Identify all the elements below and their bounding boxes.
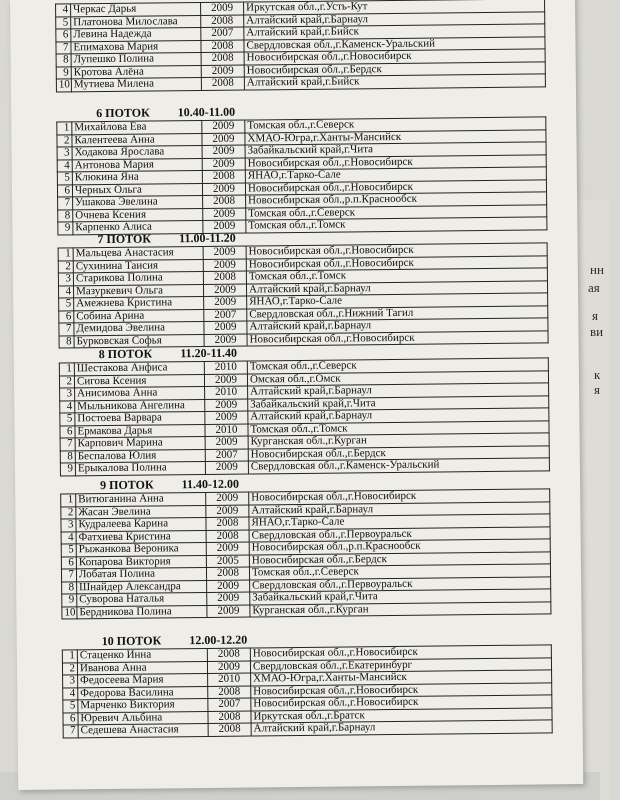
region-city: Новосибирская обл.,г.Новосибирск [246, 255, 547, 271]
region-city: Свердловская обл.,г.Первоуральск [249, 526, 550, 542]
row-number: 7 [59, 323, 74, 336]
birth-year: 2009 [204, 334, 247, 347]
region-city: Новосибирская обл.,г.Новосибирск [246, 243, 547, 259]
birth-year: 2008 [208, 711, 251, 724]
birth-year: 2009 [201, 2, 244, 15]
row-number: 4 [60, 400, 75, 413]
region-city: Томская обл.,г.Северск [249, 564, 550, 580]
participant-name: Иванова Анна [77, 661, 207, 675]
participant-name: Мыльникова Ангелина [75, 399, 205, 413]
birth-year: 2009 [204, 374, 247, 387]
row-number: 6 [59, 310, 74, 323]
region-city: Курганская обл.,г.Курган [248, 433, 549, 449]
row-number: 6 [56, 29, 71, 42]
row-number: 6 [63, 712, 78, 725]
birth-year: 2007 [204, 309, 247, 322]
row-number: 8 [58, 209, 73, 222]
birth-year: 2009 [202, 158, 245, 171]
birth-year: 2008 [201, 40, 244, 53]
row-number: 1 [59, 363, 74, 376]
row-number: 1 [57, 122, 72, 135]
participants-table [55, 0, 546, 92]
stream-label: 10 ПОТОК [101, 633, 162, 649]
region-city: Свердловская обл.,г.Екатеринбург [250, 657, 551, 673]
participant-name: Кротова Алёна [71, 65, 201, 79]
participant-name: Епимахова Мария [71, 40, 201, 54]
row-number: 8 [56, 54, 71, 67]
participant-name: Клюкина Яна [72, 170, 202, 184]
row-number: 3 [60, 388, 75, 401]
birth-year: 2009 [202, 145, 245, 158]
region-city: Новосибирская обл.,р.п.Краснообск [246, 192, 547, 208]
birth-year: 2009 [203, 208, 246, 221]
edge-fragment: нн [590, 262, 604, 277]
row-number: 2 [62, 662, 77, 675]
participant-name: Левина Надежда [71, 28, 201, 42]
row-number: 4 [56, 4, 71, 17]
row-number: 6 [57, 184, 72, 197]
edge-fragment: я [594, 382, 600, 397]
birth-year: 2009 [207, 592, 250, 605]
birth-year: 2008 [206, 530, 249, 543]
row-number: 7 [63, 725, 78, 738]
row-number: 2 [58, 260, 73, 273]
birth-year: 2008 [206, 567, 249, 580]
participant-name: Карпович Марина [75, 436, 205, 450]
region-city: Томская обл.,г.Томск [248, 420, 549, 436]
participant-name: Жасан Эвелина [76, 505, 206, 519]
participant-name: Копарова Виктория [76, 555, 206, 569]
row-number: 5 [59, 298, 74, 311]
region-city: Алтайский край,г.Барнаул [247, 318, 548, 334]
row-number: 2 [61, 506, 76, 519]
row-number: 3 [57, 147, 72, 160]
stream-time: 12.00-12.20 [189, 632, 248, 648]
participants-table [62, 644, 553, 738]
stream-label: 8 ПОТОК [98, 346, 153, 362]
stream-time: 11.40-12.00 [181, 476, 240, 492]
participant-name: Черных Ольга [72, 183, 202, 197]
birth-year: 2009 [206, 505, 249, 518]
edge-fragment: я [592, 308, 598, 323]
stream-5-continuation [55, 0, 546, 92]
region-city: Свердловская обл.,г.Нижний Тагил [247, 305, 548, 321]
participant-name: Ерыкалова Полина [75, 461, 205, 475]
participant-name: Седешева Анастасия [78, 723, 208, 737]
region-city: ЯНАО,г.Тарко-Сале [249, 514, 550, 530]
row-number: 1 [61, 494, 76, 507]
birth-year: 2009 [202, 120, 245, 133]
participant-name: Демидова Эвелина [74, 321, 204, 335]
participants-table [58, 242, 549, 348]
region-city: Алтайский край,г.Барнаул [248, 408, 549, 424]
participant-name: Бурковская Софья [74, 334, 204, 348]
region-city: Томская обл.,г.Северск [245, 117, 546, 133]
participant-name: Федорова Василина [78, 686, 208, 700]
region-city: Алтайский край,г.Барнаул [251, 720, 552, 736]
birth-year: 2009 [203, 220, 246, 233]
region-city: Забайкальский край,г.Чита [248, 395, 549, 411]
stream-label: 9 ПОТОК [100, 477, 154, 493]
participant-name: Рыжанкова Вероника [76, 542, 206, 556]
region-city: Алтайский край,г.Бийск [244, 74, 545, 90]
birth-year: 2008 [201, 15, 244, 28]
birth-year: 2007 [201, 27, 244, 40]
stream-label: 7 ПОТОК [97, 231, 152, 247]
birth-year: 2007 [208, 698, 251, 711]
row-number: 1 [58, 248, 73, 261]
birth-year: 2009 [207, 661, 250, 674]
stream-label: 6 ПОТОК [96, 105, 150, 121]
region-city: Томская обл.,г.Томск [246, 217, 547, 233]
row-number: 7 [60, 438, 75, 451]
participant-name: Лупешко Полина [71, 53, 201, 67]
participant-name: Федосеева Мария [78, 673, 208, 687]
participants-table [59, 357, 550, 476]
participant-name: Черкас Дарья [71, 3, 201, 17]
stream-time: 11.20-11.40 [180, 345, 238, 361]
row-number: 7 [56, 41, 71, 54]
region-city: Новосибирская обл.,г.Бердск [249, 551, 550, 567]
region-city: Новосибирская обл.,г.Новосибирск [251, 682, 552, 698]
row-number: 4 [61, 531, 76, 544]
region-city: Алтайский край,г.Барнаул [249, 501, 550, 517]
row-number: 9 [56, 66, 71, 79]
participant-name: Шестакова Анфиса [74, 361, 204, 375]
region-city: Иркутская обл.,г.Братск [251, 707, 552, 723]
region-city: Томская обл.,г.Северск [247, 358, 548, 374]
row-number: 7 [61, 569, 76, 582]
participant-name: Суворова Наталья [77, 592, 207, 606]
row-number: 2 [57, 134, 72, 147]
participant-name: Мутиева Милена [71, 78, 201, 92]
participant-name: Антонова Мария [72, 158, 202, 172]
region-city: Новосибирская обл.,г.Новосибирск [251, 695, 552, 711]
participant-name: Марченко Виктория [78, 698, 208, 712]
stream-time: 11.00-11.20 [178, 230, 236, 246]
participant-name: Стаценко Инна [77, 648, 207, 662]
birth-year: 2010 [205, 424, 248, 437]
stream-time: 10.40-11.00 [177, 104, 236, 120]
row-number: 8 [59, 335, 74, 348]
participant-name: Беспалова Юлия [75, 449, 205, 463]
region-city: Свердловская обл.,г.Первоуральск [250, 576, 551, 592]
participant-name: Фатхиева Кристина [76, 530, 206, 544]
row-number: 1 [62, 650, 77, 663]
participant-name: Витюганина Анна [76, 492, 206, 506]
row-number: 3 [63, 675, 78, 688]
stream-block [57, 227, 548, 348]
region-city: Новосибирская обл.,г.Новосибирск [245, 179, 546, 195]
participant-name: Лобатая Полина [76, 567, 206, 581]
row-number: 7 [58, 197, 73, 210]
birth-year: 2009 [204, 296, 247, 309]
edge-fragment: к [594, 367, 601, 382]
participant-name: Михайлова Ева [72, 120, 202, 134]
region-city: Алтайский край,г.Бийск [244, 24, 545, 40]
participant-name: Мазуркевич Ольга [73, 284, 203, 298]
participant-name: Ушакова Эвелина [73, 195, 203, 209]
participant-name: Постоева Варвара [75, 411, 205, 425]
edge-fragment: ая [588, 280, 600, 295]
birth-year: 2007 [205, 449, 248, 462]
row-number: 5 [61, 544, 76, 557]
birth-year: 2008 [203, 271, 246, 284]
region-city: Новосибирская обл.,г.Новосибирск [249, 489, 550, 505]
stream-block [62, 629, 553, 738]
row-number: 5 [60, 413, 75, 426]
participant-name: Ермакова Дарья [75, 424, 205, 438]
region-city: Иркутская обл.,г.Усть-Кут [244, 0, 545, 15]
participants-table [56, 116, 547, 235]
participant-name: Мальцева Анастасия [73, 246, 203, 260]
row-number: 5 [57, 172, 72, 185]
row-number: 5 [63, 700, 78, 713]
stream-block [60, 473, 551, 619]
region-city: ЯНАО,г.Тарко-Сале [247, 293, 548, 309]
birth-year: 2008 [206, 517, 249, 530]
birth-year: 2010 [208, 673, 251, 686]
row-number: 9 [62, 594, 77, 607]
row-number: 10 [56, 79, 71, 92]
row-number: 5 [56, 16, 71, 29]
region-city: Алтайский край,г.Барнаул [246, 280, 547, 296]
row-number: 6 [60, 425, 75, 438]
region-city: Новосибирская обл.,г.Новосибирск [247, 330, 548, 346]
region-city: Омская обл.,г.Омск [247, 370, 548, 386]
participant-name: Юревич Альбина [78, 711, 208, 725]
region-city: Томская обл.,г.Томск [246, 268, 547, 284]
row-number: 3 [58, 273, 73, 286]
participant-name: Амежнева Кристина [74, 296, 204, 310]
row-number: 9 [58, 222, 73, 235]
birth-year: 2009 [205, 436, 248, 449]
birth-year: 2008 [207, 648, 250, 661]
birth-year: 2008 [201, 77, 244, 90]
region-city: Новосибирская обл.,г.Бердск [244, 61, 545, 77]
region-city: Забайкальский край,г.Чита [250, 589, 551, 605]
participant-name: Калентеева Анна [72, 133, 202, 147]
birth-year: 2009 [205, 411, 248, 424]
birth-year: 2005 [206, 555, 249, 568]
stream-block [56, 101, 547, 235]
region-city: Алтайский край,г.Барнаул [244, 11, 545, 27]
participant-name: Собина Арина [74, 309, 204, 323]
row-number: 2 [59, 375, 74, 388]
birth-year: 2008 [208, 723, 251, 736]
participant-name: Анисимова Анна [75, 386, 205, 400]
region-city: Свердловская обл.,г.Каменск-Уральский [244, 36, 545, 52]
region-city: Курганская обл.,г.Курган [250, 601, 551, 617]
birth-year: 2009 [202, 183, 245, 196]
participant-name: Старикова Полина [73, 271, 203, 285]
birth-year: 2009 [202, 133, 245, 146]
start-list-sheet [10, 0, 583, 790]
participant-name: Платонова Милослава [71, 15, 201, 29]
birth-year: 2009 [205, 399, 248, 412]
region-city: Томская обл.,г.Северск [246, 204, 547, 220]
birth-year: 2008 [208, 686, 251, 699]
participant-name: Шнайдер Александра [77, 580, 207, 594]
birth-year: 2008 [201, 52, 244, 65]
region-city: Новосибирская обл.,г.Новосибирск [244, 49, 545, 65]
row-number: 9 [60, 463, 75, 476]
birth-year: 2009 [204, 321, 247, 334]
participant-name: Сигова Ксения [74, 374, 204, 388]
participant-name: Сухинина Таисия [73, 259, 203, 273]
row-number: 8 [62, 581, 77, 594]
row-number: 4 [63, 687, 78, 700]
birth-year: 2010 [204, 361, 247, 374]
region-city: Новосибирская обл.,г.Новосибирск [245, 154, 546, 170]
stream-block [59, 342, 550, 476]
row-number: 4 [58, 285, 73, 298]
birth-year: 2010 [205, 386, 248, 399]
participant-name: Бердникова Полина [77, 605, 207, 619]
birth-year: 2009 [203, 246, 246, 259]
region-city: ЯНАО,г.Тарко-Сале [245, 167, 546, 183]
region-city: ХМАО-Югра,г.Ханты-Мансийск [245, 129, 546, 145]
birth-year: 2008 [202, 170, 245, 183]
region-city: ХМАО-Югра,г.Ханты-Мансийск [251, 670, 552, 686]
row-number: 3 [61, 519, 76, 532]
row-number: 10 [62, 606, 77, 619]
participant-name: Карпенко Алиса [73, 220, 203, 234]
edge-fragment: ви [590, 324, 604, 339]
row-number: 8 [60, 450, 75, 463]
participant-name: Ходакова Ярослава [72, 145, 202, 159]
region-city: Новосибирская обл.,г.Бердск [248, 445, 549, 461]
birth-year: 2009 [205, 461, 248, 474]
participants-table [60, 488, 551, 619]
birth-year: 2009 [203, 259, 246, 272]
row-number: 6 [61, 556, 76, 569]
region-city: Свердловская обл.,г.Каменск-Уральский [248, 458, 549, 474]
row-number: 4 [57, 159, 72, 172]
birth-year: 2009 [207, 580, 250, 593]
birth-year: 2009 [203, 284, 246, 297]
region-city: Новосибирская обл.,г.Новосибирск [250, 645, 551, 661]
region-city: Забайкальский край,г.Чита [245, 142, 546, 158]
region-city: Новосибирская обл.,р.п.Краснообск [249, 539, 550, 555]
birth-year: 2009 [206, 542, 249, 555]
birth-year: 2009 [201, 65, 244, 78]
region-city: Алтайский край,г.Барнаул [248, 383, 549, 399]
participant-name: Кудралеева Карина [76, 517, 206, 531]
birth-year: 2009 [207, 605, 250, 618]
birth-year: 2008 [203, 195, 246, 208]
participant-name: Очнева Ксения [73, 208, 203, 222]
birth-year: 2009 [206, 492, 249, 505]
